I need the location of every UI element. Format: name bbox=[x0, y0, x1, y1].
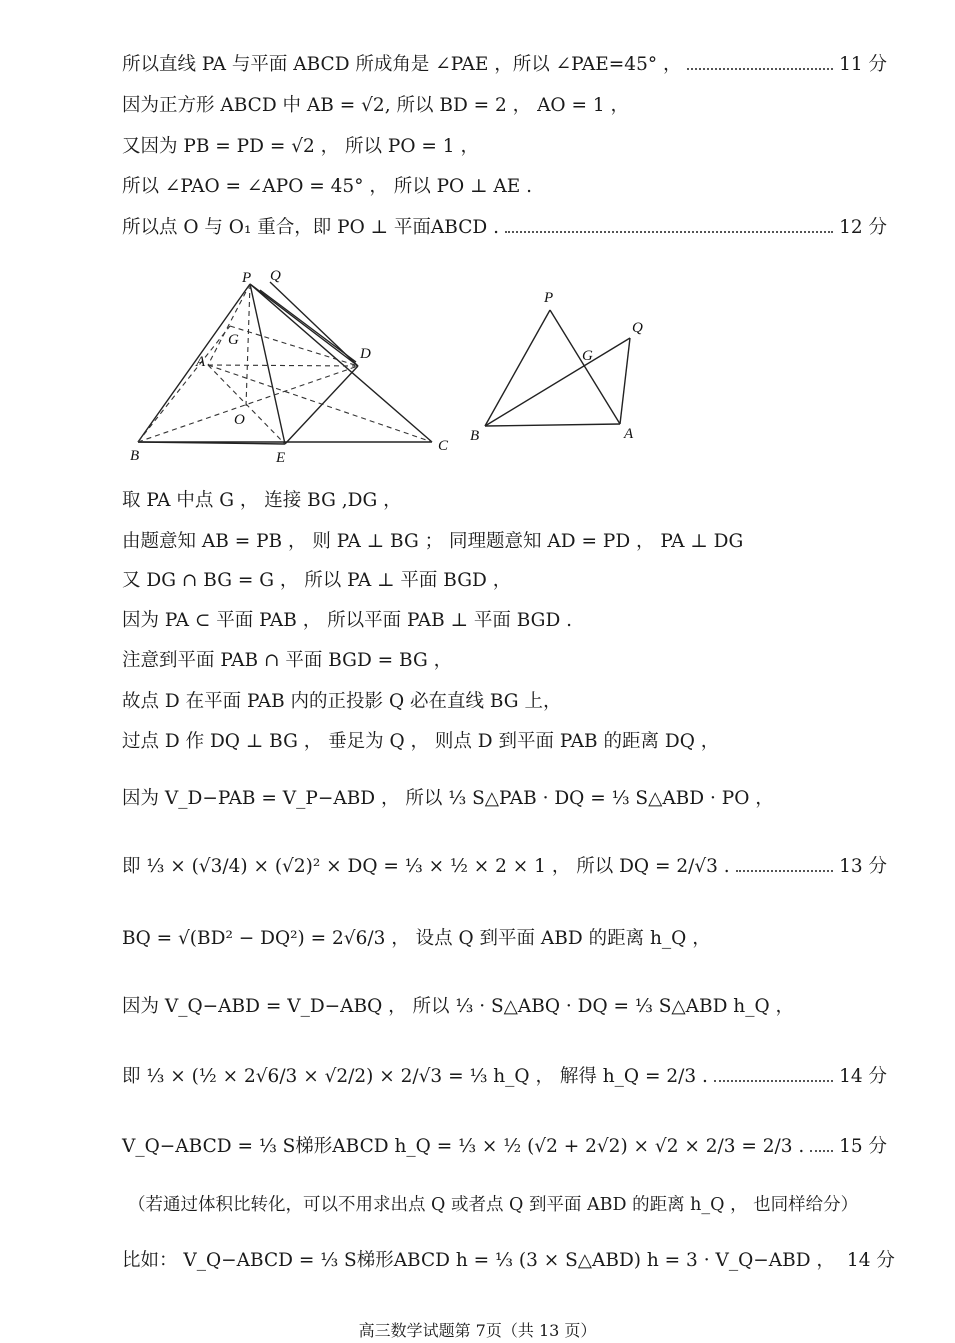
solution-line-2 bbox=[122, 93, 887, 119]
label-q: Q bbox=[270, 268, 281, 284]
label-b: B bbox=[130, 448, 140, 464]
leader-dots bbox=[810, 1150, 833, 1152]
label-o: O bbox=[234, 412, 245, 428]
page-footer: 高三数学试题第 7页（共 13 页） bbox=[358, 1321, 597, 1340]
solution-line-16 bbox=[122, 994, 887, 1020]
solution-line-10 bbox=[122, 648, 887, 674]
score-label: 14 分 bbox=[839, 1066, 887, 1087]
label-d: D bbox=[360, 346, 371, 362]
label-g-right: G bbox=[582, 348, 593, 364]
leader-dots bbox=[714, 1080, 833, 1082]
line-text: 比如： V_Q−ABCD = ⅓ S梯形ABCD h = ⅓ (3 × S△ABD) h = 3 · V_Q−ABD ， bbox=[122, 1250, 835, 1271]
line-text: 又因为 PB = PD = √2 ， 所以 PO = 1 ， bbox=[122, 136, 479, 157]
solution-line-11 bbox=[122, 689, 887, 715]
line-text: 因为 V_D−PAB = V_P−ABD ， 所以 ⅓ S△PAB · DQ = ⅓ S△ABD · PO ， bbox=[122, 788, 774, 809]
line-text: 即 ⅓ × (½ × 2√6/3 × √2/2) × 2/√3 = ⅓ h_Q ， 解得 h_Q = 2/3 . bbox=[122, 1066, 708, 1087]
solution-line-1 bbox=[122, 52, 887, 78]
line-text: 又 DG ∩ BG = G ， 所以 PA ⊥ 平面 BGD ， bbox=[122, 570, 512, 591]
line-text: 因为 PA ⊂ 平面 PAB ， 所以平面 PAB ⊥ 平面 BGD . bbox=[122, 610, 573, 631]
score-label: 12 分 bbox=[839, 217, 887, 238]
solution-line-18 bbox=[122, 1134, 887, 1160]
score-label: 13 分 bbox=[839, 856, 887, 877]
triangle-figure bbox=[485, 310, 630, 426]
solution-line-20 bbox=[122, 1248, 895, 1274]
line-text: （若通过体积比转化，可以不用求出点 Q 或者点 Q 到平面 ABD 的距离 h_Q ， 也同样给分） bbox=[128, 1195, 859, 1215]
line-text: 过点 D 作 DQ ⊥ BG ， 垂足为 Q ， 则点 D 到平面 PAB 的距离 DQ ， bbox=[122, 731, 720, 752]
line-text: 即 ⅓ × (√3/4) × (√2)² × DQ = ⅓ × ½ × 2 × 1 ， 所以 DQ = 2/√3 . bbox=[122, 856, 730, 877]
solution-line-14 bbox=[122, 854, 887, 880]
solution-line-15 bbox=[122, 926, 887, 952]
score-label: 14 分 bbox=[846, 1250, 895, 1271]
solution-line-19 bbox=[128, 1192, 895, 1218]
solution-line-8 bbox=[122, 568, 887, 594]
line-text: 注意到平面 PAB ∩ 平面 BGD = BG ， bbox=[122, 650, 453, 671]
line-text: 所以直线 PA 与平面 ABCD 所成角是 ∠PAE ，所以 ∠PAE=45° ， bbox=[122, 54, 682, 75]
score-label: 11 分 bbox=[839, 54, 887, 75]
line-text: 所以点 O 与 O₁ 重合，即 PO ⊥ 平面ABCD . bbox=[122, 217, 499, 238]
solution-line-17 bbox=[122, 1064, 887, 1090]
label-a: A bbox=[196, 354, 206, 370]
label-g: G bbox=[228, 332, 239, 348]
line-text: 由题意知 AB = PB ， 则 PA ⊥ BG ； 同理题意知 AD = PD ， PA ⊥ DG bbox=[122, 531, 744, 552]
solution-line-4 bbox=[122, 174, 887, 200]
leader-dots bbox=[736, 870, 833, 872]
label-e: E bbox=[276, 450, 286, 466]
line-text: 因为正方形 ABCD 中 AB = √2, 所以 BD = 2 ， AO = 1 ， bbox=[122, 95, 630, 116]
leader-dots bbox=[687, 68, 833, 70]
solution-line-3 bbox=[122, 134, 887, 160]
line-text: 因为 V_Q−ABD = V_D−ABQ ， 所以 ⅓ · S△ABQ · DQ = ⅓ S△ABD h_Q ， bbox=[122, 996, 795, 1017]
solution-line-9 bbox=[122, 608, 887, 634]
solution-line-5 bbox=[122, 215, 887, 241]
solution-line-7 bbox=[122, 529, 887, 555]
line-text: 所以 ∠PAO = ∠APO = 45° ， 所以 PO ⊥ AE . bbox=[122, 176, 532, 197]
solution-line-13 bbox=[122, 786, 887, 812]
label-p-right: P bbox=[544, 290, 554, 306]
label-p: P bbox=[242, 270, 252, 286]
line-text: 取 PA 中点 G ， 连接 BG ,DG ， bbox=[122, 490, 402, 511]
geometry-figure bbox=[120, 262, 660, 472]
pyramid-figure bbox=[138, 282, 432, 444]
leader-dots bbox=[505, 231, 833, 233]
line-text: BQ = √(BD² − DQ²) = 2√6/3 ， 设点 Q 到平面 ABD 的距离 h_Q ， bbox=[122, 928, 711, 949]
label-q-right: Q bbox=[632, 320, 643, 336]
solution-line-12 bbox=[122, 729, 887, 755]
solution-line-6 bbox=[122, 488, 887, 514]
line-text: V_Q−ABCD = ⅓ S梯形ABCD h_Q = ⅓ × ½ (√2 + 2√2) × √2 × 2/3 = 2/3 . bbox=[122, 1136, 805, 1157]
label-a-right: A bbox=[624, 426, 634, 442]
line-text: 故点 D 在平面 PAB 内的正投影 Q 必在直线 BG 上， bbox=[122, 691, 562, 712]
label-b-right: B bbox=[470, 428, 480, 444]
label-c: C bbox=[438, 438, 449, 454]
score-label: 15 分 bbox=[839, 1136, 887, 1157]
